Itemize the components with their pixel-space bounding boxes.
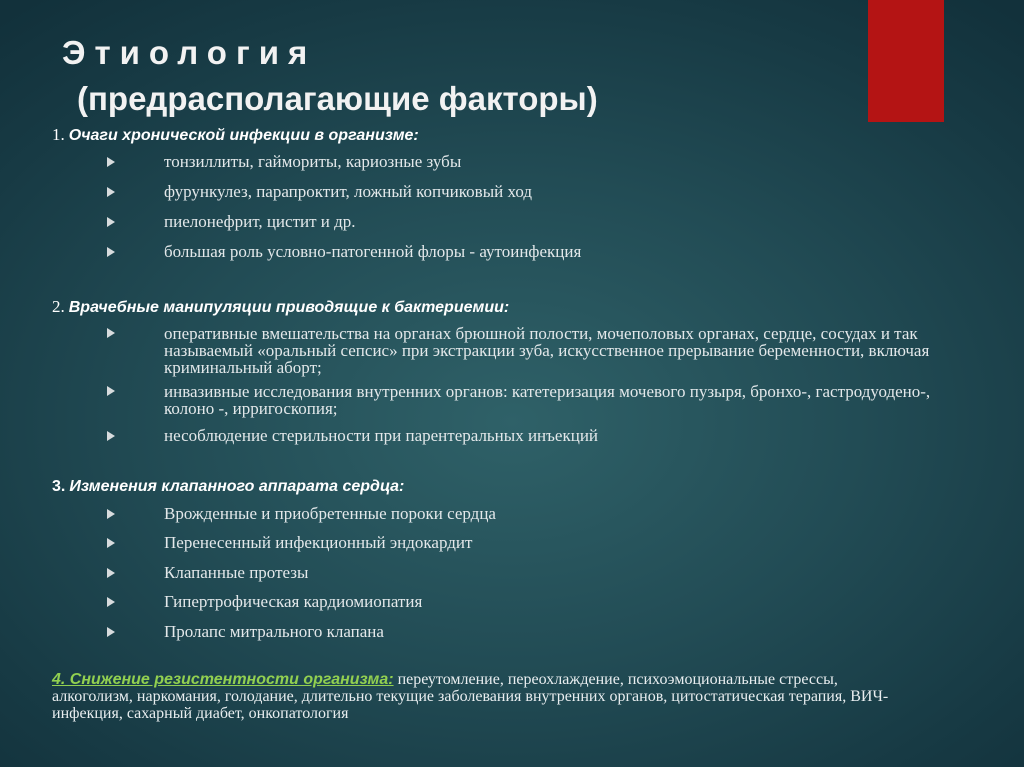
slide-title — [62, 30, 598, 122]
red-accent-block — [868, 0, 944, 122]
triangle-bullet-icon — [107, 538, 115, 548]
list-item: Пролапс митрального клапана — [52, 620, 932, 650]
section-2 — [52, 296, 932, 454]
section-2-heading: Врачебные манипуляции приводящие к бактериемии: — [68, 299, 510, 316]
section-1-heading: Очаги хронической инфекции в организме: — [68, 127, 419, 144]
list-item: Гипертрофическая кардиомиопатия — [52, 590, 932, 620]
list-item: Клапанные протезы — [52, 561, 932, 591]
section-3 — [52, 476, 932, 650]
title-line-1: Этиология — [62, 34, 317, 71]
triangle-bullet-icon — [107, 597, 115, 607]
triangle-bullet-icon — [107, 247, 115, 257]
triangle-bullet-icon — [107, 627, 115, 637]
slide-body — [52, 124, 932, 722]
list-item: пиелонефрит, цистит и др. — [52, 210, 932, 240]
list-item: оперативные вмешательства на органах брюшной полости, мочеполовых органах, сердце, сосудах и так называемый «оральный сепсис» при экстракции зуба, искусственное прерывание беременности, включая криминальный аборт; — [52, 322, 932, 380]
section-4-text: переутомление, переохлаждение, психоэмоциональные стрессы, алкоголизм, наркомания, голодание, длительно текущие заболевания внутренних органов, цитостатическая терапия, ВИЧ-инфекция, сахарный диабет, онкопатология — [52, 671, 889, 722]
list-item: тонзиллиты, гаймориты, кариозные зубы — [52, 150, 932, 180]
triangle-bullet-icon — [107, 217, 115, 227]
list-item: несоблюдение стерильности при парентеральных инъекций — [52, 424, 932, 454]
section-2-header — [52, 296, 932, 322]
list-item: Перенесенный инфекционный эндокардит — [52, 531, 932, 561]
triangle-bullet-icon — [107, 157, 115, 167]
triangle-bullet-icon — [107, 328, 115, 338]
triangle-bullet-icon — [107, 386, 115, 396]
list-item: Врожденные и приобретенные пороки сердца — [52, 502, 932, 532]
section-1-header — [52, 124, 932, 150]
triangle-bullet-icon — [107, 431, 115, 441]
list-item: фурункулез, парапроктит, ложный копчиковый ход — [52, 180, 932, 210]
section-3-heading: Изменения клапанного аппарата сердца: — [69, 477, 405, 495]
section-1 — [52, 124, 932, 270]
section-4 — [52, 671, 932, 722]
title-line-2: (предрасполагающие факторы) — [77, 80, 598, 117]
section-2-number: 2. — [52, 297, 65, 316]
list-item: большая роль условно-патогенной флоры - аутоинфекция — [52, 240, 932, 270]
list-item: инвазивные исследования внутренних органов: катетеризация мочевого пузыря, бронхо-, гастродуодено-, колоно -, ирригоскопия; — [52, 380, 932, 424]
section-1-number: 1. — [52, 125, 65, 144]
section-3-number: 3. — [52, 477, 66, 495]
triangle-bullet-icon — [107, 568, 115, 578]
triangle-bullet-icon — [107, 187, 115, 197]
section-4-heading: 4. Снижение резистентности организма: — [52, 671, 394, 688]
triangle-bullet-icon — [107, 509, 115, 519]
section-3-header — [52, 476, 932, 502]
